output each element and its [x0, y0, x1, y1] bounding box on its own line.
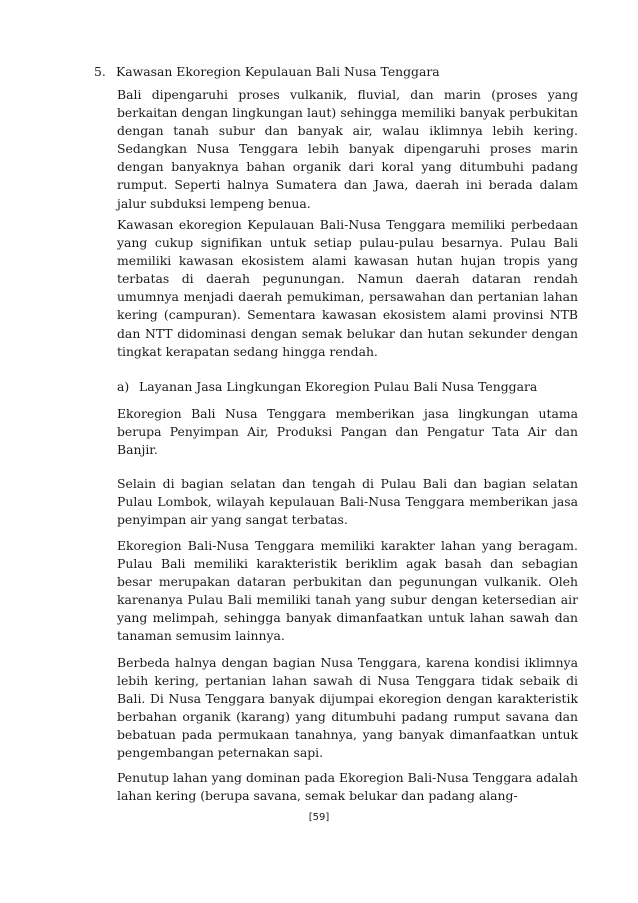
paragraph-intro-1: Bali dipengaruhi proses vulkanik, fluvial, dan marin (proses yang berkaitan dengan lingkungan laut) sehingga memiliki banyak perbukitan dengan tanah subur dan banyak air, walau iklimnya lebih kering. Sedangkan Nusa Tenggara lebih banyak dipengaruhi proses marin dengan banyaknya bahan organik dari koral yang ditumbuhi padang rumput. Seperti halnya Sumatera dan Jawa, daerah ini berada dalam jalur subduksi lempeng benua.: [117, 87, 578, 211]
page-number: [59]: [308, 812, 330, 823]
subsection-letter: a): [117, 379, 130, 394]
subsection-title: Layanan Jasa Lingkungan Ekoregion Pulau Bali Nusa Tenggara: [139, 379, 538, 394]
section-title: Kawasan Ekoregion Kepulauan Bali Nusa Tenggara: [116, 64, 440, 79]
paragraph-sub-4: Berbeda halnya dengan bagian Nusa Tenggara, karena kondisi iklimnya lebih kering, pertanian lahan sawah di Nusa Tenggara tidak sebaik di Bali. Di Nusa Tenggara banyak dijumpai ekoregion dengan karakteristik berbahan organik (karang) yang ditumbuhi padang rumput savana dan bebatuan pada permukaan tanahnya, yang banyak dimanfaatkan untuk pengembangan peternakan sapi.: [117, 655, 578, 761]
paragraph-sub-3: Ekoregion Bali-Nusa Tenggara memiliki karakter lahan yang beragam. Pulau Bali memiliki karakteristik beriklim agak basah dan sebagian besar merupakan dataran perbukitan dan pegunungan vulkanik. Oleh karenanya Pulau Bali memiliki tanah yang subur dengan ketersedian air yang melimpah, sehingga banyak dimanfaatkan untuk lahan sawah dan tanaman semusim lainnya.: [117, 538, 578, 644]
paragraph-sub-5: Penutup lahan yang dominan pada Ekoregion Bali-Nusa Tenggara adalah lahan kering (berupa savana, semak belukar dan padang alang-: [117, 770, 578, 804]
paragraph-sub-2: Selain di bagian selatan dan tengah di Pulau Bali dan bagian selatan Pulau Lombok, wilayah kepulauan Bali-Nusa Tenggara memberikan jasa penyimpan air yang sangat terbatas.: [117, 476, 578, 528]
paragraph-intro-2: Kawasan ekoregion Kepulauan Bali-Nusa Tenggara memiliki perbedaan yang cukup signifikan untuk setiap pulau-pulau besarnya. Pulau Bali memiliki kawasan ekosistem alami kawasan hutan hujan tropis yang terbatas di daerah pegunungan. Namun daerah dataran rendah umumnya menjadi daerah pemukiman, persawahan dan pertanian lahan kering (campuran). Sementara kawasan ekosistem alami provinsi NTB dan NTT didominasi dengan semak belukar dan hutan sekunder dengan tingkat kerapatan sedang hingga rendah.: [117, 217, 578, 359]
paragraph-sub-1: Ekoregion Bali Nusa Tenggara memberikan jasa lingkungan utama berupa Penyimpan Air, Produksi Pangan dan Pengatur Tata Air dan Banjir.: [117, 406, 578, 458]
subsection-heading: [117, 378, 578, 396]
section-heading: [94, 63, 594, 81]
section-number: 5.: [94, 64, 106, 79]
